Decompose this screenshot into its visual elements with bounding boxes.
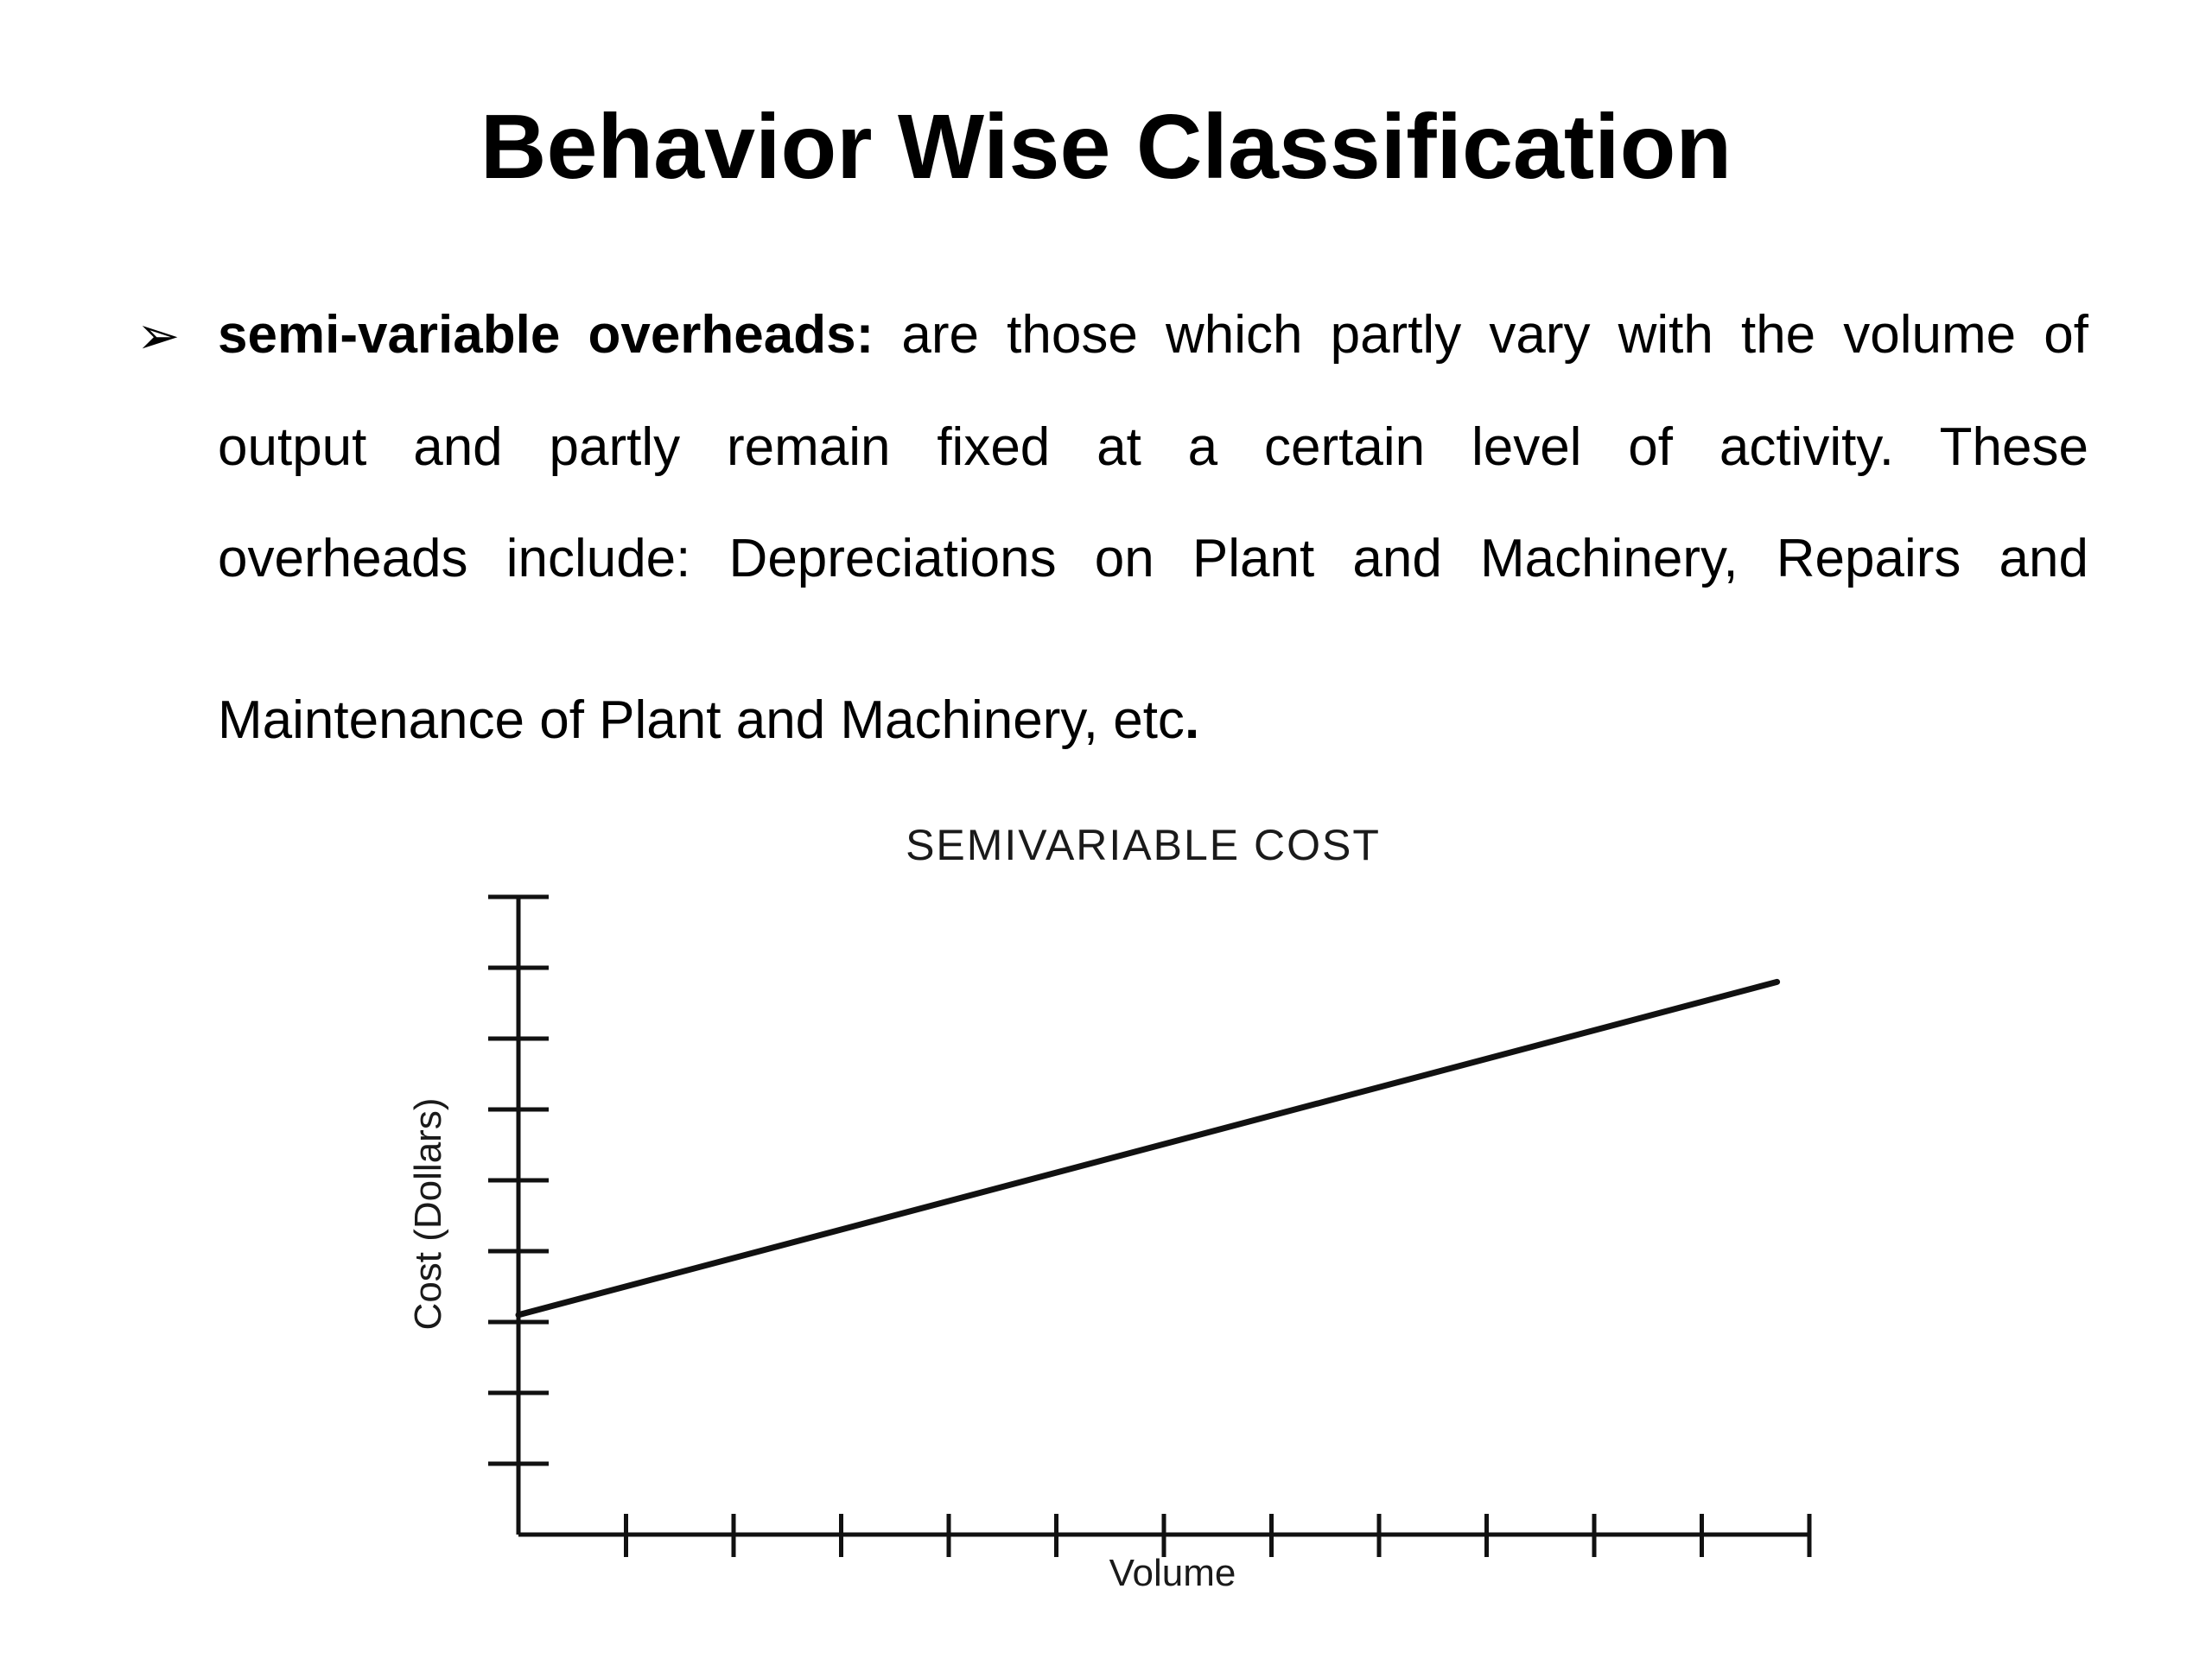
bullet-text-line-2: output and partly remain fixed at a certain level of activity. These: [218, 417, 2088, 477]
y-axis-label: Cost (Dollars): [407, 1097, 449, 1331]
bullet-term: semi-variable overheads:: [218, 305, 874, 365]
chart-ticks: [488, 968, 1809, 1557]
bullet-arrow-icon: ➢: [137, 307, 181, 365]
definition-end-period: .: [1184, 690, 1200, 750]
bullet-text-line-3: overheads include: Depreciations on Plant and Machinery, Repairs and: [218, 529, 2088, 588]
slide-title: Behavior Wise Classification: [480, 96, 1732, 198]
chart-axes: [488, 897, 1809, 1535]
definition-part-4: Maintenance of Plant and Machinery, etc: [218, 690, 1185, 750]
chart-title: SEMIVARIABLE COST: [906, 821, 1381, 869]
chart-series: [518, 982, 1777, 1314]
definition-part-1: are those which partly vary with the volume of: [901, 305, 2088, 365]
x-axis-label: Volume: [1109, 1552, 1236, 1594]
cost-line-series-0: [518, 982, 1777, 1314]
